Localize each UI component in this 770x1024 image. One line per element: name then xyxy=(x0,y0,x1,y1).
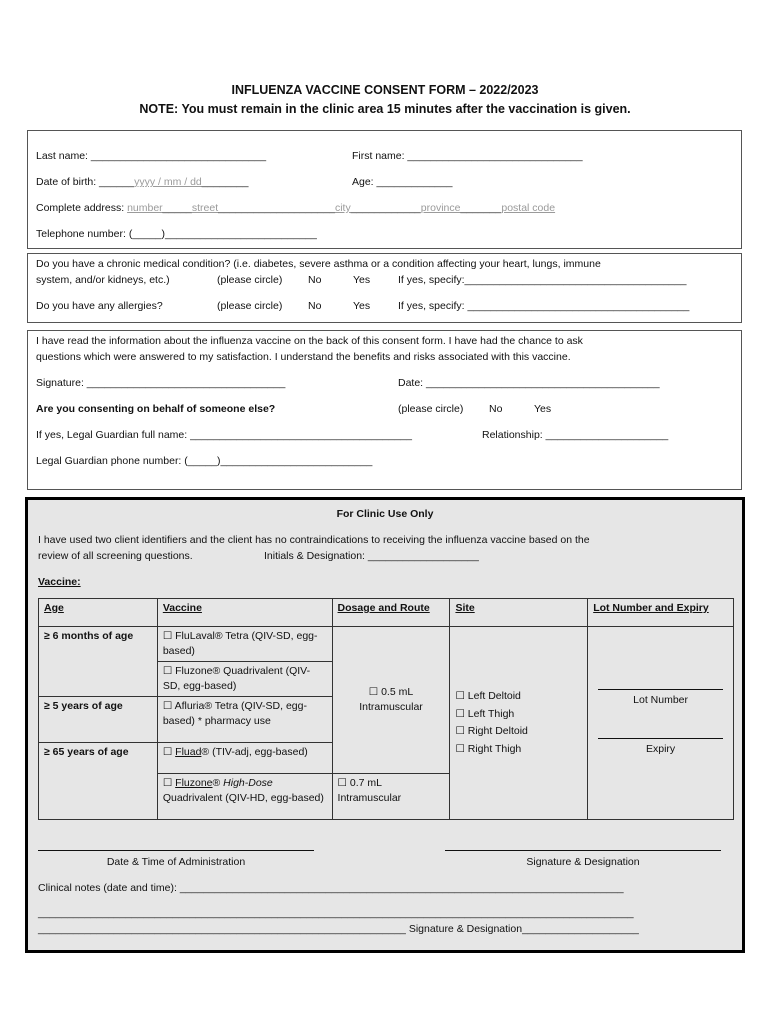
header-lot: Lot Number and Expiry xyxy=(588,599,734,627)
consent-date-field[interactable]: Date: ________________________________________ xyxy=(398,377,660,389)
age-cell: ≥ 5 years of age xyxy=(39,697,158,743)
header-vaccine: Vaccine xyxy=(157,599,332,627)
address-label: Complete address: xyxy=(36,202,125,214)
clinic-heading: For Clinic Use Only xyxy=(336,508,434,520)
notes-line-right: ____________________ xyxy=(522,923,639,935)
chronic-specify-field[interactable]: If yes, specify:______________________________________ xyxy=(398,274,687,286)
dob-label: Date of birth: ______ xyxy=(36,176,135,188)
address-sep: ____________________ xyxy=(218,202,335,214)
notes-line-left: _______________________________________________________________ xyxy=(38,923,406,935)
dosage-standard-route: Intramuscular xyxy=(359,701,423,713)
site-option-right-deltoid[interactable]: ☐ Right Deltoid xyxy=(455,725,528,737)
chronic-condition-question: Do you have a chronic medical condition? (i.e. diabetes, severe asthma or a condition affecting your heart, lungs, immune xyxy=(36,258,601,270)
fluad-name: Fluad xyxy=(175,746,202,758)
telephone-field[interactable]: Telephone number: (_____)__________________________ xyxy=(36,228,317,240)
chronic-no-option[interactable]: No xyxy=(308,274,322,286)
address-province-hint: province xyxy=(420,202,461,214)
header-site: Site xyxy=(450,599,588,627)
lot-number-field[interactable]: Lot Number xyxy=(598,689,723,708)
dosage-standard-amount: ☐ 0.5 mL xyxy=(368,686,414,698)
dosage-cell-hd[interactable] xyxy=(332,774,450,820)
clinic-statement-cont: review of all screening questions. xyxy=(38,550,193,562)
behalf-no-option[interactable]: No xyxy=(489,403,503,415)
fluzone-hd-box: ☐ xyxy=(162,777,176,789)
clinic-statement: I have used two client identifiers and the client has no contraindications to receiving the influenza vaccine based on the xyxy=(38,534,590,546)
fluzone-hd-name: Fluzone xyxy=(175,777,213,789)
fluad-box: ☐ xyxy=(162,746,176,758)
vaccine-option-fluzone[interactable]: ☐ Fluzone® Quadrivalent (QIV-SD, egg-based) xyxy=(157,662,332,697)
dosage-hd-amount: ☐ 0.7 mL xyxy=(337,777,382,789)
last-name-field[interactable]: Last name: ______________________________ xyxy=(36,150,267,162)
form-title: INFLUENZA VACCINE CONSENT FORM – 2022/2023 xyxy=(231,83,539,97)
site-option-left-thigh[interactable]: ☐ Left Thigh xyxy=(455,707,515,720)
clinical-notes-field[interactable]: Clinical notes (date and time): ____________________________________________________________________________ xyxy=(38,882,624,894)
allergies-specify-field[interactable]: If yes, specify: ______________________________________ xyxy=(398,300,690,312)
fluzone-hd-reg: ® xyxy=(212,777,224,789)
consent-statement: I have read the information about the influenza vaccine on the back of this consent form. I have had the chance to ask xyxy=(36,335,583,347)
guardian-phone-field[interactable]: Legal Guardian phone number: (_____)__________________________ xyxy=(36,455,373,467)
behalf-circle-label: (please circle) xyxy=(398,403,464,415)
address-number-hint: number xyxy=(127,202,163,214)
address-sep: _____ xyxy=(162,202,192,214)
chronic-circle-label: (please circle) xyxy=(217,274,283,286)
address-sep: _______ xyxy=(460,202,502,214)
age-cell: ≥ 65 years of age xyxy=(39,743,158,820)
relationship-field[interactable]: Relationship: _____________________ xyxy=(482,429,669,441)
vaccine-option-flulaval[interactable]: ☐ FluLaval® Tetra (QIV-SD, egg-based) xyxy=(157,627,332,662)
vaccine-option-fluzone-hd[interactable] xyxy=(157,774,332,820)
date-time-label: Date & Time of Administration xyxy=(106,856,246,868)
behalf-question: Are you consenting on behalf of someone else? xyxy=(36,403,276,415)
date-of-birth-field[interactable] xyxy=(36,176,248,188)
vaccine-table xyxy=(38,598,734,820)
date-time-line[interactable] xyxy=(38,850,314,851)
expiry-field[interactable]: Expiry xyxy=(598,738,723,757)
clinic-use-box xyxy=(25,497,745,953)
age-field[interactable]: Age: _____________ xyxy=(352,176,453,188)
consent-statement-cont: questions which were answered to my satisfaction. I understand the benefits and risks associated with this vaccine. xyxy=(36,351,571,363)
address-street-hint: street xyxy=(191,202,219,214)
notes-signature-label: Signature & Designation xyxy=(408,923,523,935)
first-name-field[interactable]: First name: ______________________________ xyxy=(352,150,583,162)
lot-cell xyxy=(588,627,734,820)
dob-tail: ________ xyxy=(201,176,249,188)
site-option-left-deltoid[interactable]: ☐ Left Deltoid xyxy=(455,690,521,702)
behalf-yes-option[interactable]: Yes xyxy=(534,403,552,415)
clinical-notes-line[interactable]: ______________________________________________________________________________________________________ xyxy=(38,907,634,919)
administration-signature-line[interactable] xyxy=(445,850,721,851)
dob-hint: yyyy / mm / dd xyxy=(134,176,202,188)
address-city-hint: city xyxy=(334,202,351,214)
vaccine-option-afluria[interactable]: ☐ Afluria® Tetra (QIV-SD, egg-based) * pharmacy use xyxy=(157,697,332,743)
age-cell: ≥ 6 months of age xyxy=(39,627,158,697)
address-sep: ____________ xyxy=(350,202,421,214)
allergies-circle-label: (please circle) xyxy=(217,300,283,312)
chronic-yes-option[interactable]: Yes xyxy=(353,274,371,286)
clinical-notes-signature-row[interactable] xyxy=(38,923,639,935)
allergies-no-option[interactable]: No xyxy=(308,300,322,312)
address-postal-hint: postal code xyxy=(501,202,556,214)
fluad-detail: ® (TIV-adj, egg-based) xyxy=(201,746,308,758)
allergies-yes-option[interactable]: Yes xyxy=(353,300,371,312)
dosage-hd-route: Intramuscular xyxy=(337,792,402,804)
vaccine-label: Vaccine: xyxy=(38,576,81,588)
fluzone-hd-detail: Quadrivalent (QIV-HD, egg-based) xyxy=(162,792,324,804)
header-dosage: Dosage and Route xyxy=(332,599,450,627)
header-age: Age xyxy=(39,599,158,627)
address-field[interactable] xyxy=(36,202,555,214)
signature-field[interactable]: Signature: __________________________________ xyxy=(36,377,286,389)
fluzone-hd-italic: High-Dose xyxy=(223,777,273,789)
chronic-condition-question-cont: system, and/or kidneys, etc.) xyxy=(36,274,170,286)
allergies-question: Do you have any allergies? xyxy=(36,300,163,312)
vaccine-option-fluad[interactable] xyxy=(157,743,332,774)
initials-field[interactable]: Initials & Designation: ___________________ xyxy=(264,550,479,562)
site-option-right-thigh[interactable]: ☐ Right Thigh xyxy=(455,742,522,755)
form-note: NOTE: You must remain in the clinic area 15 minutes after the vaccination is given. xyxy=(139,102,631,116)
guardian-name-field[interactable]: If yes, Legal Guardian full name: ______________________________________ xyxy=(36,429,412,441)
administration-signature-label: Signature & Designation xyxy=(526,856,640,868)
dosage-cell-standard[interactable] xyxy=(332,627,450,774)
site-cell xyxy=(450,627,588,820)
